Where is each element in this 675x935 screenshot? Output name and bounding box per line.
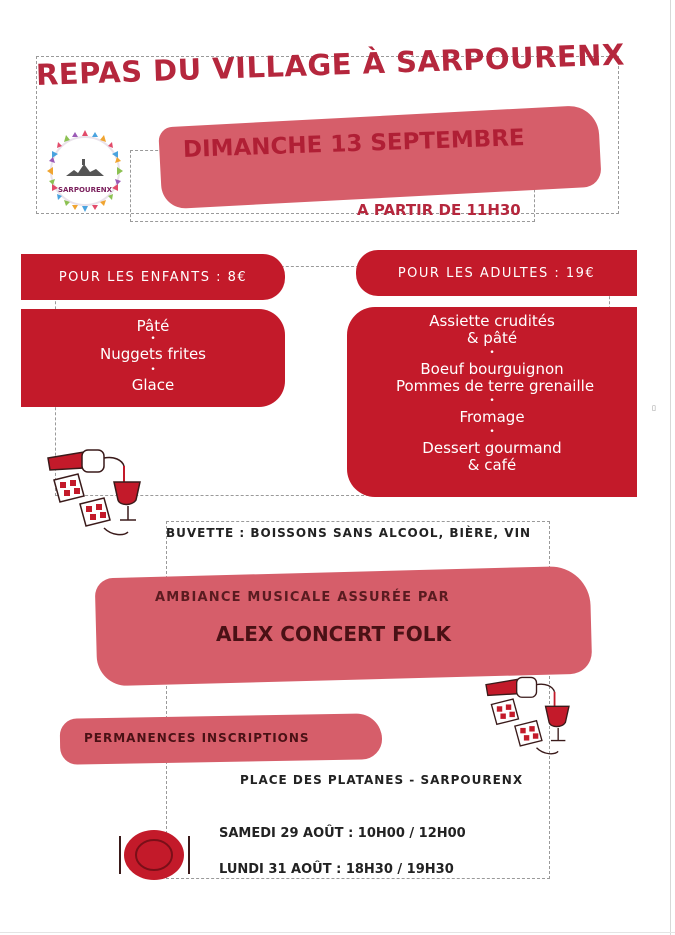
page-title: REPAS DU VILLAGE À SARPOURENX	[35, 37, 626, 92]
children-menu	[21, 309, 285, 407]
buvette-info: BUVETTE : BOISSONS SANS ALCOOL, BIÈRE, VIN	[166, 526, 532, 540]
adults-price-label: POUR LES ADULTES : 19€	[356, 250, 637, 296]
village-logo-icon	[44, 126, 126, 216]
plate-icon	[118, 826, 192, 888]
wine-pouring-icon	[482, 672, 582, 768]
registration-slot: SAMEDI 29 AOÛT : 10H00 / 12H00	[219, 826, 466, 841]
menu-item: Glace	[131, 376, 175, 394]
menu-item: & pâté	[466, 329, 518, 347]
adults-menu	[347, 307, 637, 497]
music-intro: AMBIANCE MUSICALE ASSURÉE PAR	[155, 590, 450, 605]
event-date: DIMANCHE 13 SEPTEMBRE	[182, 125, 526, 163]
menu-item: Pommes de terre grenaille	[395, 377, 595, 395]
page-edge	[670, 0, 671, 935]
page-marker: ▯	[652, 404, 656, 412]
registrations-title: PERMANENCES INSCRIPTIONS	[84, 731, 310, 745]
bullet-icon: •	[489, 396, 495, 406]
children-price-label: POUR LES ENFANTS : 8€	[21, 254, 285, 300]
band-name: ALEX CONCERT FOLK	[216, 622, 452, 646]
menu-item: Dessert gourmand	[422, 439, 562, 457]
registration-slot: LUNDI 31 AOÛT : 18H30 / 19H30	[219, 862, 454, 877]
menu-item: Assiette crudités	[429, 312, 555, 330]
bullet-icon: •	[150, 334, 156, 344]
registrations-place: PLACE DES PLATANES - SARPOURENX	[240, 773, 524, 787]
menu-item: & café	[467, 456, 517, 474]
bullet-icon: •	[489, 427, 495, 437]
page-bottom-edge	[0, 932, 675, 933]
svg-text:SARPOURENX: SARPOURENX	[57, 186, 113, 194]
bullet-icon: •	[150, 365, 156, 375]
menu-item: Boeuf bourguignon	[420, 360, 564, 378]
wine-pouring-icon	[44, 444, 154, 550]
menu-item: Pâté	[136, 317, 170, 335]
bullet-icon: •	[489, 348, 495, 358]
event-time: A PARTIR DE 11H30	[357, 201, 521, 219]
menu-item: Nuggets frites	[99, 345, 206, 363]
menu-item: Fromage	[459, 408, 525, 426]
